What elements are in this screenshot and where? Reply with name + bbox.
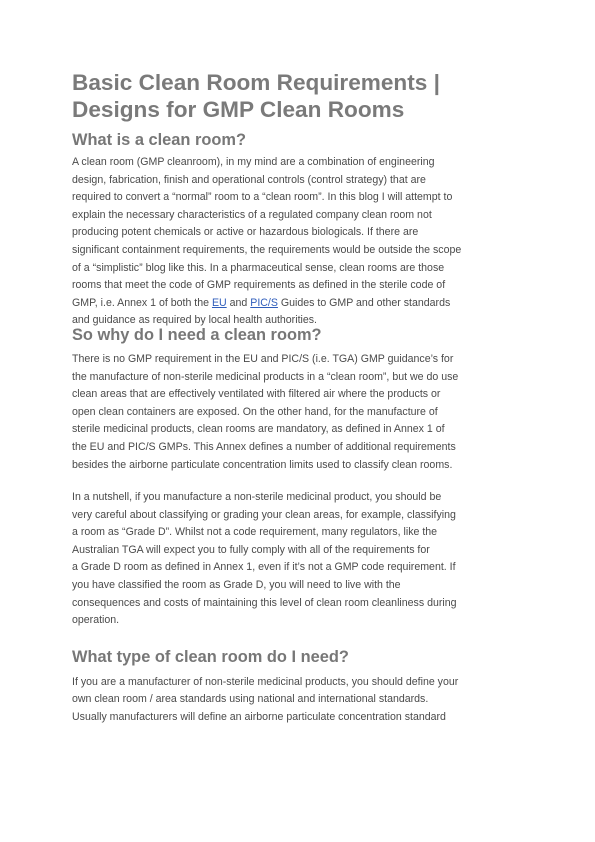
text-line: and guidance as required by local health authorities. (72, 314, 317, 327)
text-line: Usually manufacturers will define an airborne particulate concentration standard (72, 711, 446, 724)
paragraph-in-a-nutshell (72, 489, 524, 630)
text-line: rooms that meet the code of GMP requirements as defined in the sterile code of (72, 279, 446, 292)
text-line-with-links (72, 295, 524, 313)
section-heading-what-is-clean-room: What is a clean room? (72, 131, 246, 149)
text-line: of a “simplistic” blog like this. In a pharmaceutical sense, clean rooms are those (72, 261, 445, 274)
text-line: design, fabrication, finish and operational controls (control strategy) that are (72, 173, 426, 186)
text-line: besides the airborne particulate concentration limits used to classify clean rooms. (72, 458, 453, 471)
text-line: very careful about classifying or grading your clean areas, for example, classifying (72, 508, 456, 521)
title-line: Basic Clean Room Requirements | (72, 70, 440, 95)
text-line: the manufacture of non-sterile medicinal products in a “clean room”, but we do use (72, 370, 459, 383)
section-heading-type-of-clean-room: What type of clean room do I need? (72, 647, 349, 666)
title-line: Designs for GMP Clean Rooms (72, 97, 405, 122)
text-run: and (226, 296, 251, 309)
text-line: Australian TGA will expect you to fully comply with all of the requirements for (72, 543, 430, 556)
text-line: explain the necessary characteristics of a regulated company clean room not (72, 208, 432, 221)
section-heading-why-need-clean-room: So why do I need a clean room? (72, 325, 322, 344)
pics-link[interactable]: PIC/S (250, 296, 278, 309)
document-page (72, 69, 524, 727)
text-line: A clean room (GMP cleanroom), in my mind are a combination of engineering (72, 156, 435, 168)
text-line: operation. (72, 614, 120, 627)
text-line: If you are a manufacturer of non-sterile medicinal products, you should define your (72, 675, 459, 688)
text-line: a Grade D room as defined in Annex 1, even if it’s not a GMP code requirement. If (72, 561, 456, 574)
text-line: sterile medicinal products, clean rooms are mandatory, as defined in Annex 1 of (72, 423, 445, 436)
text-line: own clean room / area standards using national and international standards. (72, 693, 429, 706)
text-run: GMP, i.e. Annex 1 of both the (72, 296, 212, 309)
text-run: Guides to GMP and other standards (277, 296, 451, 309)
text-line: In a nutshell, if you manufacture a non-sterile medicinal product, you should be (72, 491, 442, 504)
text-line: There is no GMP requirement in the EU and PIC/S (i.e. TGA) GMP guidance’s for (72, 352, 454, 365)
paragraph-gmp-requirement (72, 351, 524, 474)
text-line: open clean containers are exposed. On the other hand, for the manufacture of (72, 405, 438, 418)
paragraph-type-of-clean-room (72, 674, 524, 727)
page-title (72, 69, 524, 123)
text-line: significant containment requirements, the requirements would be outside the scope (72, 243, 462, 256)
text-line: a room as “Grade D”. Whilst not a code requirement, many regulators, like the (72, 526, 438, 539)
paragraph-what-is-clean-room (72, 154, 524, 330)
text-line: required to convert a “normal” room to a “clean room”. In this blog I will attempt to (72, 191, 453, 204)
text-line: producing potent chemicals or active or hazardous biologicals. If there are (72, 226, 419, 239)
text-line: the EU and PIC/S GMPs. This Annex defines a number of additional requirements (72, 440, 456, 453)
text-line: consequences and costs of maintaining this level of clean room cleanliness during (72, 596, 457, 609)
text-line: clean areas that are effectively ventilated with filtered air where the products or (72, 388, 441, 401)
eu-link[interactable]: EU (211, 296, 227, 309)
text-line: you have classified the room as Grade D, you will need to live with the (72, 579, 401, 592)
